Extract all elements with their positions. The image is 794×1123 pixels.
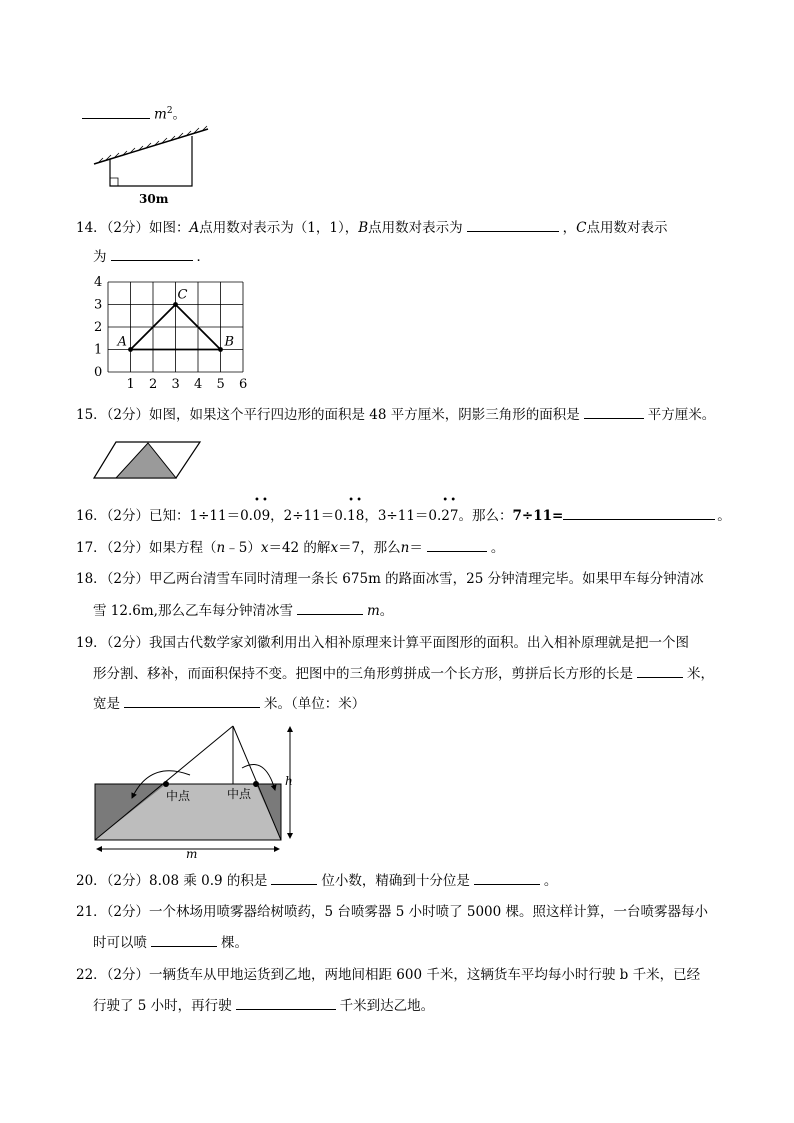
midpoint-label-1: 中点	[166, 789, 191, 803]
point-b	[218, 347, 223, 352]
question-15: 15．（2分）如图，如果这个平行四边形的面积是 48 平方厘米，阴影三角形的面积是 平方厘米。	[76, 404, 715, 425]
answer-blank[interactable]	[236, 995, 336, 1010]
answer-blank[interactable]	[584, 404, 644, 419]
point-label-a: A	[117, 334, 127, 350]
question-16: 16．（2分）已知：1÷11＝0. • • 09，2÷11＝0. • • 18，3÷11＝0. • • 27。那么：7÷11= 。	[76, 495, 731, 524]
question-20: 20．（2分）8.08 乘 0.9 的积是 位小数，精确到十分位是 。	[76, 870, 557, 891]
answer-blank-width[interactable]	[124, 693, 260, 708]
length-label: m	[186, 847, 198, 860]
answer-blank[interactable]	[82, 104, 150, 119]
y-tick-label: 2	[94, 320, 103, 335]
x-tick-label: 2	[149, 377, 158, 392]
x-tick-label: 4	[194, 377, 203, 392]
x-tick-label: 3	[171, 377, 180, 392]
question-21-line1: 21．（2分）一个林场用喷雾器给树喷药，5 台喷雾器 5 小时喷了 5000 棵。照这样计算，一台喷雾器每小	[76, 904, 709, 920]
figure-slope-label: 30m	[139, 192, 169, 206]
question-18-line1: 18．（2分）甲乙两台清雪车同时清理一条长 675m 的路面冰雪，25 分钟清理完毕。如果甲车每分钟清冰	[76, 571, 704, 587]
question-17: 17．（2分）如果方程（n﹣5）x＝42 的解x＝7，那么n＝ 。	[76, 537, 504, 558]
answer-blank-rounded[interactable]	[474, 870, 540, 885]
question-22-line1: 22．（2分）一辆货车从甲地运货到乙地，两地间相距 600 千米，这辆货车平均每小时行驶 b 千米，已经	[76, 967, 701, 983]
answer-blank-c[interactable]	[111, 246, 193, 261]
question-18-line2: 雪 12.6m,那么乙车每分钟清冰雪 m。	[93, 600, 393, 621]
y-tick-label: 0	[94, 365, 103, 380]
figure-coordinate-grid	[86, 272, 261, 392]
point-a	[128, 347, 133, 352]
question-19-line2: 形分割、移补，而面积保持不变。把图中的三角形剪拼成一个长方形，剪拼后长方形的长是 米，	[93, 663, 714, 684]
answer-blank-digits[interactable]	[271, 870, 317, 885]
question-19-line1: 19．（2分）我国古代数学家刘徽利用出入相补原理来计算平面图形的面积。出入相补原理就是把一个图	[76, 635, 690, 651]
question-14-line1: 14．（2分）如图：A点用数对表示为（1，1），B点用数对表示为 ，C点用数对表示	[76, 217, 667, 238]
answer-blank-b[interactable]	[467, 217, 559, 232]
y-tick-label: 3	[94, 297, 103, 313]
figure-parallelogram	[92, 440, 204, 482]
answer-blank[interactable]	[151, 932, 217, 947]
answer-blank[interactable]	[297, 600, 363, 615]
height-label: h	[285, 774, 293, 788]
point-label-c: C	[177, 287, 188, 303]
point-c	[173, 302, 178, 307]
x-tick-label: 1	[126, 377, 135, 392]
y-tick-label: 4	[94, 275, 103, 290]
x-tick-label: 5	[216, 377, 225, 392]
question-22-line2: 行驶了 5 小时，再行驶 千米到达乙地。	[93, 995, 434, 1016]
repeating-decimal: • • 09	[252, 495, 271, 524]
point-label-b: B	[224, 334, 235, 350]
question-14-line2: 为 ．	[93, 246, 210, 267]
answer-blank-length[interactable]	[637, 663, 683, 678]
answer-blank[interactable]	[563, 505, 715, 520]
y-tick-label: 1	[94, 342, 103, 358]
figure-slope	[90, 124, 215, 206]
question-19-line3: 宽是 米。（单位：米）	[93, 693, 365, 714]
repeating-decimal: • • 27	[441, 495, 459, 524]
figure-triangle-rectangle	[90, 720, 305, 860]
repeating-decimal: • • 18	[347, 495, 365, 524]
question-21-line2: 时可以喷 棵。	[93, 932, 248, 953]
midpoint-label-2: 中点	[227, 787, 252, 801]
x-tick-label: 6	[239, 377, 248, 392]
answer-blank[interactable]	[427, 537, 487, 552]
q13-answer-line: $m^2$。	[82, 101, 186, 125]
